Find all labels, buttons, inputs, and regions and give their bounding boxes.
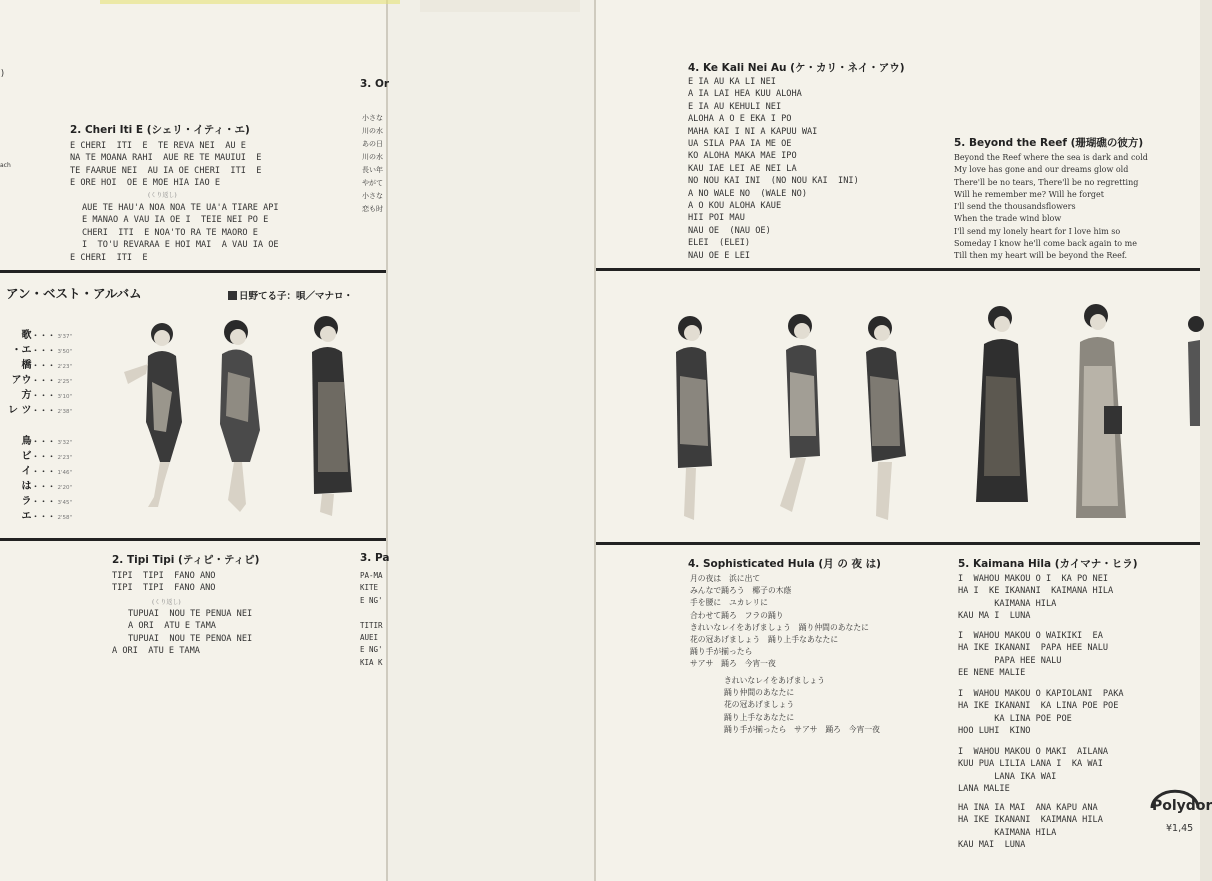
song-lyrics: AUE TE HAU'A NOA NOA TE UA'A TIARE API E MANAO A VAU IA OE I TEIE NEI PO E CHERI ITI E NOA'TO RA TE MAORO E I TO'U REVARAA E HOI MAI A VAU IA OE (82, 203, 279, 251)
partial-line: AUEI (360, 633, 379, 643)
track-item: エ・・・ 2'58" (21, 511, 72, 522)
fold-line (594, 0, 596, 881)
track-item: レ ツ・・・ 2'38" (7, 405, 72, 416)
song-lyrics: I WAHOU MAKOU O WAIKIKI EA HA IKE IKANANI PAPA HEE NALU PAPA HEE NALU EE NENE MALIE (958, 631, 1109, 679)
track-end: 橋 (21, 360, 32, 371)
track-duration: 1'46" (57, 470, 72, 476)
partial-line: 川の水 (362, 127, 383, 135)
hula-dancer-icon (220, 320, 260, 512)
song-lyrics: A ORI ATU E TAMA (112, 646, 200, 656)
edge-fragment: ach (0, 162, 11, 169)
track-item: 橋・・・ 2'23" (21, 360, 72, 371)
song-lyrics: E CHERI ITI E (70, 253, 148, 263)
track-item: 鳥・・・ 3'32" (21, 436, 72, 447)
square-bullet-icon (228, 291, 237, 300)
top-tab (420, 0, 580, 12)
track-item: 歌・・・ 3'37" (21, 330, 72, 341)
brand-name: Polydor (1152, 798, 1212, 814)
track-item: ラ・・・ 3'45" (21, 496, 72, 507)
partial-line: E NG' (360, 645, 383, 655)
track-end: レ ツ (7, 405, 32, 416)
tracklist (2, 326, 72, 522)
track-duration: 2'20" (57, 485, 72, 491)
song-lyrics: きれいなレイをあげましょう 踊り仲間のあなたに 花の冠あげましょう 踊り上手なあなたに 踊り手が揃ったら サアサ 踊ろ 今宵一夜 (724, 676, 880, 734)
hula-dancers-photo-right (650, 306, 1200, 532)
partial-line: E NG' (360, 595, 383, 605)
middle-sheet (388, 0, 596, 881)
track-duration: 3'32" (57, 440, 72, 446)
track-duration: 2'25" (57, 379, 72, 385)
album-banner-title: アン・ベスト・アルバム (6, 286, 142, 301)
song-title: 3. Pa (360, 552, 390, 564)
track-duration: 3'45" (57, 500, 72, 506)
partial-lyrics (360, 570, 386, 669)
hula-dancer-icon (124, 323, 182, 507)
rule-line (596, 542, 1200, 545)
track-end: ・エ (11, 345, 32, 356)
track-item: アウ・・・ 2'25" (11, 375, 72, 386)
track-end: は (21, 481, 32, 492)
partial-line: 長い年 (362, 166, 383, 174)
track-end: ビ (21, 451, 32, 462)
spacer (2, 416, 72, 432)
hula-dancer-icon (780, 314, 820, 512)
track-duration: 3'37" (57, 334, 72, 340)
track-duration: 2'23" (57, 455, 72, 461)
track-end: エ (21, 511, 32, 522)
song-title: 5. Beyond the Reef (珊瑚礁の彼方) (954, 137, 1144, 149)
partial-line: 小さな (362, 192, 383, 200)
rule-line (0, 270, 386, 273)
rule-line (596, 268, 1200, 271)
partial-line: TITIR (360, 620, 383, 630)
rule-line (0, 538, 386, 541)
hula-dancer-icon (1076, 304, 1126, 518)
hula-dancer-icon (976, 306, 1028, 502)
hula-dancer-icon (312, 316, 352, 516)
repeat-note: (くり返し) (148, 192, 177, 199)
track-duration: 2'58" (57, 515, 72, 521)
song-lyrics: E IA AU KA LI NEI A IA LAI HEA KUU ALOHA E IA AU KEHULI NEI ALOHA A O E EKA I PO MAHA KAI I NI A KAPUU WAI UA SILA PAA IA ME OE KO ALOHA MAKA MAE IPO KAU IAE LEI AE NEI LA NO NOU KAI INI (NO NOU KAI INI) A NO WALE NO (WALE NO) A O KOU ALOHA KAUE HII POI MAU NAU OE (NAU OE) ELEI (ELEI) NAU OE E LEI (688, 77, 859, 261)
track-end: 鳥 (21, 436, 32, 447)
partial-lyrics (362, 112, 386, 216)
partial-line: 小さな (362, 114, 383, 122)
song-lyrics: I WAHOU MAKOU O MAKI AILANA KUU PUA LILIA LANA I KA WAI LANA IKA WAI LANA MALIE (958, 747, 1109, 795)
song-title: 2. Cheri Iti E (シェリ・イティ・エ) (70, 124, 250, 136)
track-duration: 2'23" (57, 364, 72, 370)
artist-credit (228, 288, 353, 302)
track-duration: 3'50" (57, 349, 72, 355)
track-item: ビ・・・ 2'23" (21, 451, 72, 462)
song-lyrics: E CHERI ITI E TE REVA NEI AU E NA TE MOANA RAHI AUE RE TE MAUIUI E TE FAARUE NEI AU IA OE CHERI ITI E E ORE HOI OE E MOE HIA IAO E (70, 141, 262, 189)
partial-line (360, 607, 386, 619)
song-title: 4. Sophisticated Hula (月 の 夜 は) (688, 558, 881, 570)
track-end: 歌 (21, 330, 32, 341)
song-lyrics: Beyond the Reef where the sea is dark and cold My love has gone and our dreams glow old There'll be no tears, There'll be no regretting Will he remember me? Will he forget I'll send the thousandsflowers When the trade wind blow I'll send my lonely heart for I love him so Someday I know he'll come back again to me Till then my heart will be beyond the Reef. (954, 153, 1148, 261)
partial-line: KIA K (360, 657, 383, 667)
song-title: 4. Ke Kali Nei Au (ケ・カリ・ネイ・アウ) (688, 62, 905, 74)
song-title: 2. Tipi Tipi (ティピ・ティピ) (112, 554, 260, 566)
repeat-note: (くり返し) (152, 599, 181, 606)
partial-line: PA-MA (360, 571, 383, 580)
track-end: アウ (11, 375, 32, 386)
partial-line: 川の水 (362, 153, 383, 161)
top-edge-tint (100, 0, 400, 4)
partial-line: やがて (362, 179, 383, 187)
polydor-logo (1150, 790, 1212, 826)
hula-dancer-icon (676, 316, 712, 520)
song-lyrics: I WAHOU MAKOU O KAPIOLANI PAKA HA IKE IKANANI KA LINA POE POE KA LINA POE POE HOO LUHI KINO (958, 689, 1124, 737)
song-lyrics: HA INA IA MAI ANA KAPU ANA HA IKE IKANANI KAIMANA HILA KAIMANA HILA KAU MAI LUNA (958, 803, 1103, 851)
hula-dancer-icon (866, 316, 906, 520)
artist-credit-text: 日野てる子：唄／マナロ・ (239, 291, 354, 302)
song-title: 3. Or (360, 78, 390, 90)
song-lyrics: 月の夜は 浜に出て みんなで踊ろう 椰子の木蔭 手を腰に ユカレリに 合わせて踊ろ フラの踊り きれいなレイをあげましょう 踊り仲間のあなたに 花の冠あげましょう 踊り上手なあなたに 踊り手が揃ったら サアサ 踊ろ 今宵一夜 (690, 574, 869, 669)
hula-dancers-photo-left (100, 312, 390, 527)
track-item: は・・・ 2'20" (21, 481, 72, 492)
song-lyrics: I WAHOU MAKOU O I KA PO NEI HA I KE IKANANI KAIMANA HILA KAIMANA HILA KAU MA I LUNA (958, 574, 1114, 622)
partial-line: あの日 (362, 140, 383, 148)
song-lyrics: TUPUAI NOU TE PENUA NEI A ORI ATU E TAMA TUPUAI NOU TE PENOA NEI (128, 609, 253, 644)
track-duration: 2'38" (57, 409, 72, 415)
partial-line: KITE (360, 583, 379, 593)
song-title: 5. Kaimana Hila (カイマナ・ヒラ) (958, 558, 1138, 570)
track-end: イ (21, 466, 32, 477)
track-end: 方 (21, 390, 32, 401)
track-end: ラ (21, 496, 32, 507)
track-item: イ・・・ 1'46" (21, 466, 72, 477)
hula-dancer-icon (1188, 316, 1204, 426)
track-duration: 3'10" (57, 394, 72, 400)
track-item: 方・・・ 3'10" (21, 390, 72, 401)
partial-line: 恋も时 (362, 205, 383, 213)
track-item: ・エ・・・ 3'50" (11, 345, 72, 356)
price-tag: ¥1,45 (1166, 823, 1194, 834)
edge-fragment: ) (0, 69, 6, 79)
song-lyrics: TIPI TIPI FANO ANO TIPI TIPI FANO ANO (112, 571, 216, 594)
